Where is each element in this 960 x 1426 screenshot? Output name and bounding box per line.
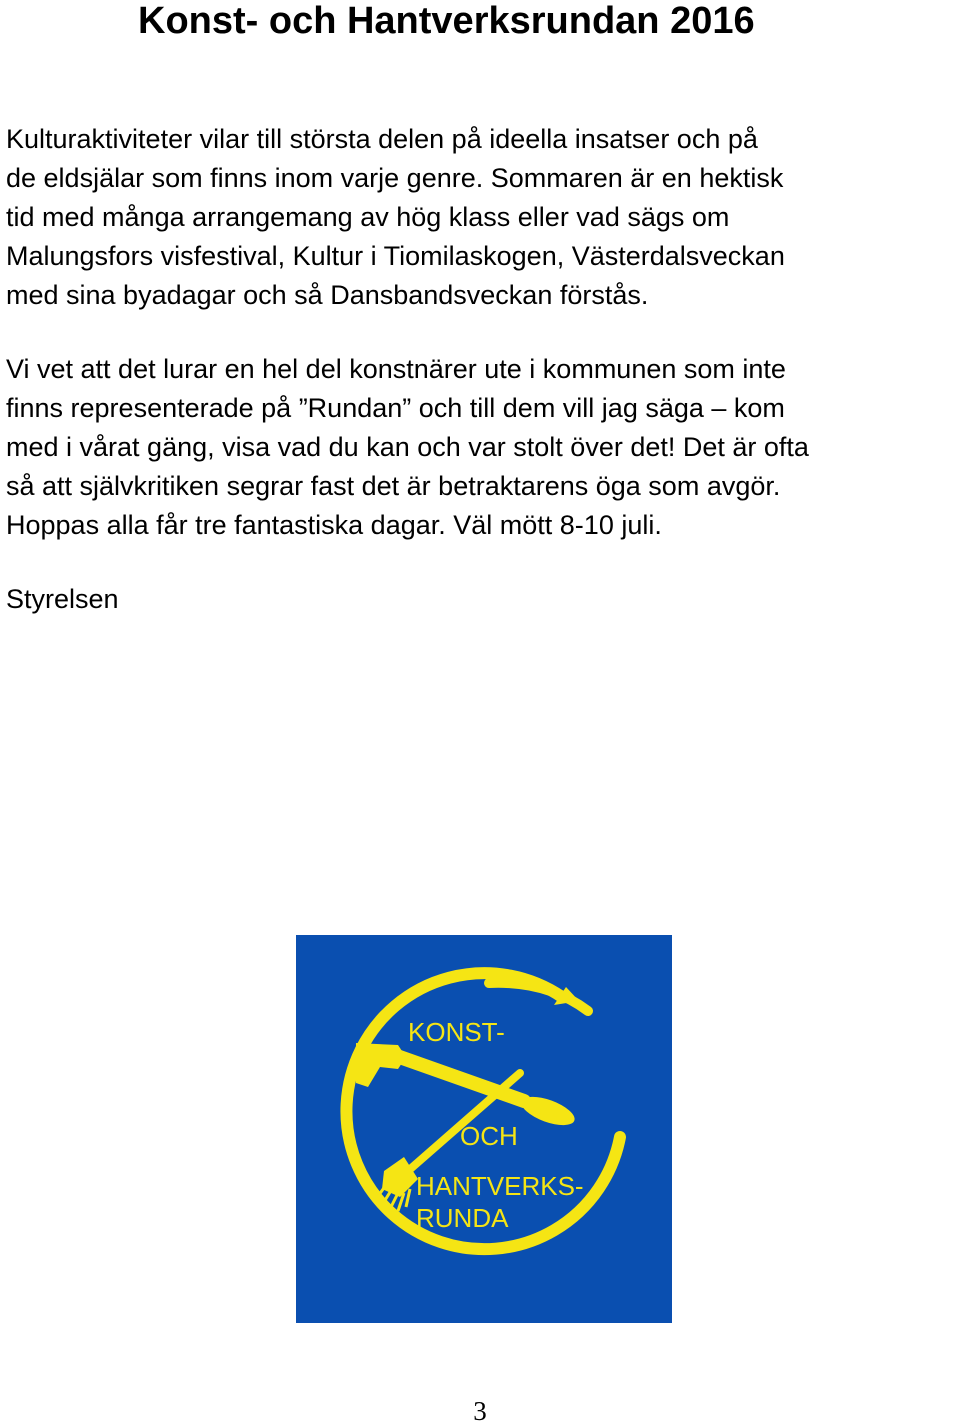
text-line: tid med många arrangemang av hög klass eller vad sägs om [6, 202, 730, 232]
text-line: så att självkritiken segrar fast det är betraktarens öga som avgör. [6, 471, 781, 501]
logo-text-konst: KONST- [408, 1017, 505, 1047]
text-line: Malungsfors visfestival, Kultur i Tiomilaskogen, Västerdalsveckan [6, 241, 785, 271]
logo-graphic [296, 935, 672, 1323]
text-line: med i vårat gäng, visa vad du kan och var stolt över det! Det är ofta [6, 432, 809, 462]
logo-text-runda: RUNDA [416, 1203, 509, 1233]
page-number: 3 [473, 1396, 487, 1426]
text-line: finns representerade på ”Rundan” och till dem vill jag säga – kom [6, 393, 785, 423]
invitation-paragraph [6, 350, 960, 545]
signature: Styrelsen [6, 584, 119, 614]
text-line: Hoppas alla får tre fantastiska dagar. Väl mött 8-10 juli. [6, 510, 662, 540]
text-line: de eldsjälar som finns inom varje genre. Sommaren är en hektisk [6, 163, 784, 193]
intro-paragraph [6, 120, 960, 315]
page-title: Konst- och Hantverksrundan 2016 [138, 0, 755, 42]
logo-text-hantverks: HANTVERKS- [416, 1171, 584, 1201]
logo-text-och: OCH [460, 1121, 518, 1151]
text-line: med sina byadagar och så Dansbandsveckan förstås. [6, 280, 649, 310]
text-line: Kulturaktiviteter vilar till största delen på ideella insatser och på [6, 124, 758, 154]
logo [296, 935, 672, 1323]
text-line: Vi vet att det lurar en hel del konstnärer ute i kommunen som inte [6, 354, 786, 384]
